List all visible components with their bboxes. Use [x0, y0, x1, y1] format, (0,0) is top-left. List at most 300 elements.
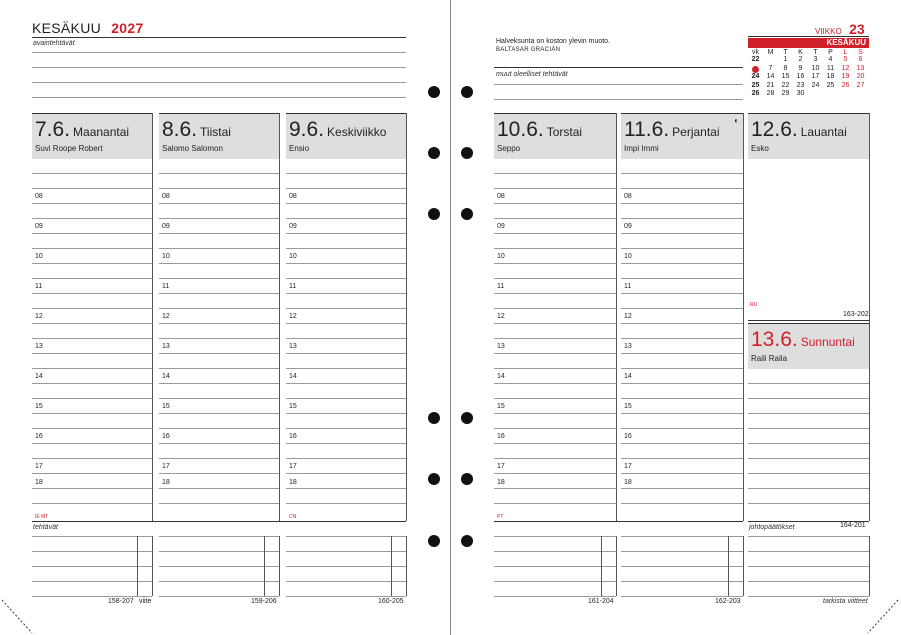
writing-line: [286, 458, 406, 459]
perforation-corner-left: [0, 598, 34, 635]
hour-label: 10: [289, 253, 297, 260]
hour-label: 09: [497, 223, 505, 230]
sunday-name: Sunnuntai: [800, 335, 855, 349]
writing-line: [32, 203, 152, 204]
name-day-names: Ensio: [289, 144, 310, 153]
writing-line: [32, 383, 152, 384]
sunday-writing-line: [748, 503, 869, 504]
mini-calendar-header: S: [858, 49, 863, 56]
page-reference: 161-204: [588, 598, 614, 605]
task-line: [159, 596, 279, 597]
mini-calendar-cell: 21: [766, 81, 775, 89]
writing-line: [621, 248, 743, 249]
task-line: [32, 566, 152, 567]
task-box-border: [406, 536, 407, 596]
writing-line: [159, 368, 279, 369]
saturday-name: Lauantai: [800, 125, 847, 139]
writing-line: [494, 428, 616, 429]
writing-line: [494, 503, 616, 504]
hour-label: 16: [289, 433, 297, 440]
writing-line: [159, 173, 279, 174]
name-day-names: Seppo: [497, 144, 521, 153]
binder-hole: [461, 473, 473, 485]
mini-calendar-cell: 28: [766, 90, 775, 97]
hour-label: 08: [497, 193, 505, 200]
writing-line: [286, 398, 406, 399]
decisions-ref: 164-201: [840, 522, 866, 529]
task-line: [286, 596, 406, 597]
writing-line: [494, 443, 616, 444]
hour-label: 14: [624, 373, 632, 380]
task-line: [621, 551, 743, 552]
writing-line: [32, 398, 152, 399]
day-header: [159, 113, 279, 159]
sunday-writing-line: [748, 488, 869, 489]
day-number: 11.6.: [624, 118, 670, 141]
key-task-line: [32, 82, 406, 83]
hour-label: 14: [289, 373, 297, 380]
mini-calendar-cell: 1: [783, 56, 788, 63]
right-tasks-rule: [494, 521, 743, 522]
mini-calendar-header: K: [798, 49, 803, 56]
task-check-border: [264, 536, 265, 596]
writing-line: [286, 293, 406, 294]
writing-line: [494, 173, 616, 174]
writing-line: [159, 428, 279, 429]
hour-label: 13: [497, 343, 505, 350]
writing-line: [494, 233, 616, 234]
writing-line: [286, 203, 406, 204]
writing-line: [494, 218, 616, 219]
hour-label: 16: [624, 433, 632, 440]
writing-line: [494, 413, 616, 414]
writing-line: [32, 443, 152, 444]
writing-line: [32, 173, 152, 174]
writing-line: [32, 188, 152, 189]
saturday-header: [748, 113, 869, 159]
mini-calendar-header: M: [767, 49, 774, 56]
writing-line: [286, 443, 406, 444]
writing-line: [494, 488, 616, 489]
page-reference: 159-206: [251, 598, 277, 605]
sunday-date: [751, 328, 855, 352]
holiday-flag: IE MT: [35, 514, 49, 520]
day-date: [624, 118, 720, 142]
day-header: [621, 113, 743, 159]
day-name: Perjantai: [672, 125, 720, 139]
page-reference: 158-207: [108, 598, 134, 605]
writing-line: [159, 233, 279, 234]
hour-label: 17: [289, 463, 297, 470]
writing-line: [159, 218, 279, 219]
hour-label: 12: [289, 313, 297, 320]
binder-hole: [461, 147, 473, 159]
hour-label: 12: [162, 313, 170, 320]
holiday-flag: PT: [497, 514, 504, 520]
writing-line: [621, 368, 743, 369]
task-line: [32, 551, 152, 552]
sunday-writing-line: [748, 383, 869, 384]
mini-calendar-cell: 14: [766, 73, 775, 80]
writing-line: [286, 173, 406, 174]
key-task-line: [32, 67, 406, 68]
task-line: [494, 551, 616, 552]
writing-line: [286, 278, 406, 279]
hour-label: 09: [35, 223, 43, 230]
writing-line: [159, 383, 279, 384]
day-date: [162, 118, 231, 142]
mini-calendar-cell: 22: [751, 56, 760, 63]
saturday-flag: RU: [750, 302, 758, 308]
year: 2027: [111, 20, 144, 36]
perforation-corner-right: [866, 598, 900, 635]
writing-line: [621, 398, 743, 399]
mini-calendar-cell: 24: [811, 81, 820, 89]
task-line: [494, 581, 616, 582]
sunday-names: Raili Raila: [751, 354, 788, 363]
writing-line: [621, 428, 743, 429]
sunday-writing-line: [748, 413, 869, 414]
hour-label: 18: [35, 479, 43, 486]
decision-line: [748, 536, 869, 537]
task-line: [286, 551, 406, 552]
mini-calendar-cell: 15: [781, 73, 790, 80]
writing-line: [494, 473, 616, 474]
quote-rule: [494, 67, 743, 68]
task-line: [621, 596, 743, 597]
binder-hole: [428, 473, 440, 485]
writing-line: [286, 218, 406, 219]
mini-calendar-cell: 27: [856, 81, 865, 89]
mini-calendar-cell: 25: [826, 81, 835, 89]
task-line: [494, 536, 616, 537]
decision-line: [748, 581, 869, 582]
hour-label: 18: [289, 479, 297, 486]
hour-label: 10: [497, 253, 505, 260]
task-line: [621, 536, 743, 537]
mini-calendar-cell: 26: [751, 90, 760, 97]
writing-line: [286, 263, 406, 264]
hour-label: 16: [497, 433, 505, 440]
writing-line: [32, 458, 152, 459]
sunday-writing-line: [748, 443, 869, 444]
task-line: [494, 566, 616, 567]
writing-line: [621, 473, 743, 474]
sunday-writing-line: [748, 428, 869, 429]
name-day-names: Salomo Salomon: [162, 144, 223, 153]
mini-calendar-cell: 16: [796, 73, 805, 80]
writing-line: [32, 413, 152, 414]
writing-line: [494, 278, 616, 279]
writing-line: [494, 338, 616, 339]
hour-label: 14: [497, 373, 505, 380]
task-line: [159, 551, 279, 552]
writing-line: [621, 203, 743, 204]
tasks-rule: [32, 521, 406, 522]
binder-hole: [461, 86, 473, 98]
writing-line: [32, 248, 152, 249]
writing-line: [621, 458, 743, 459]
writing-line: [286, 473, 406, 474]
mini-calendar-cell: 8: [783, 64, 788, 72]
writing-line: [32, 428, 152, 429]
hour-label: 17: [497, 463, 505, 470]
writing-line: [159, 293, 279, 294]
sunday-writing-line: [748, 458, 869, 459]
writing-line: [621, 488, 743, 489]
hour-label: 13: [35, 343, 43, 350]
name-day-names: Suvi Roope Robert: [35, 144, 103, 153]
task-line: [621, 566, 743, 567]
mini-calendar-cell: 30: [796, 90, 805, 97]
writing-line: [286, 368, 406, 369]
saturday-number: 12.6.: [751, 118, 798, 141]
other-tasks-label: muut oleelliset tehtävät: [496, 71, 568, 78]
mini-calendar-cell: 26: [841, 81, 850, 89]
day-number: 9.6.: [289, 118, 325, 141]
hour-label: 14: [162, 373, 170, 380]
writing-line: [621, 383, 743, 384]
mini-calendar-header: P: [828, 49, 833, 56]
mini-calendar-month: KESÄKUU: [748, 38, 869, 48]
writing-line: [32, 368, 152, 369]
writing-line: [159, 323, 279, 324]
writing-line: [621, 188, 743, 189]
month-title: KESÄKUU: [32, 20, 102, 36]
saturday-page-ref: 163-202: [843, 311, 869, 318]
other-task-line: [494, 99, 743, 100]
binder-hole: [461, 412, 473, 424]
day-date: [289, 118, 386, 142]
day-name: Keskiviikko: [327, 125, 387, 139]
week-label: VIIKKO: [815, 27, 842, 36]
writing-line: [621, 338, 743, 339]
hour-label: 12: [497, 313, 505, 320]
writing-line: [494, 308, 616, 309]
page-reference: 162-203: [715, 598, 741, 605]
key-tasks-label: avaintehtävät: [33, 40, 75, 47]
hour-label: 09: [162, 223, 170, 230]
hour-label: 15: [162, 403, 170, 410]
weekend-right-border: [869, 113, 870, 521]
week-number: 23: [849, 21, 865, 37]
writing-line: [159, 203, 279, 204]
binder-hole: [461, 208, 473, 220]
mini-calendar-header: L: [843, 49, 848, 56]
writing-line: [621, 263, 743, 264]
day-name: Maanantai: [73, 125, 130, 139]
mini-calendar-header: T: [813, 49, 818, 56]
writing-line: [32, 503, 152, 504]
hour-label: 18: [497, 479, 505, 486]
hour-label: 12: [35, 313, 43, 320]
quote: Halveksunta on koston ylevin muoto.: [496, 38, 611, 45]
hour-label: 08: [624, 193, 632, 200]
sunday-writing-line: [748, 473, 869, 474]
writing-line: [159, 278, 279, 279]
mini-calendar-cell: 11: [826, 64, 835, 72]
hour-label: 11: [162, 283, 170, 290]
binder-hole: [428, 535, 440, 547]
hour-label: 17: [35, 463, 43, 470]
sunday-number: 13.6.: [751, 328, 798, 351]
binder-hole: [428, 147, 440, 159]
mini-calendar-cell: 12: [841, 64, 850, 72]
decision-line: [748, 551, 869, 552]
day-name: Tiistai: [200, 125, 231, 139]
mini-calendar-cell: 7: [768, 64, 773, 72]
writing-line: [621, 353, 743, 354]
task-line: [159, 566, 279, 567]
mini-calendar-cell: 29: [781, 90, 790, 97]
hour-label: 15: [35, 403, 43, 410]
writing-line: [286, 323, 406, 324]
hour-label: 15: [289, 403, 297, 410]
hour-label: 18: [162, 479, 170, 486]
current-week-marker: [752, 66, 759, 73]
saturday-date: [751, 118, 847, 142]
writing-line: [286, 353, 406, 354]
writing-line: [286, 488, 406, 489]
hour-label: 15: [624, 403, 632, 410]
writing-line: [159, 353, 279, 354]
writing-line: [621, 443, 743, 444]
writing-line: [159, 458, 279, 459]
page-divider: [450, 0, 451, 635]
page-reference: 160-205: [378, 598, 404, 605]
mini-calendar-cell: 2: [798, 56, 803, 63]
writing-line: [159, 308, 279, 309]
writing-line: [621, 293, 743, 294]
writing-line: [494, 368, 616, 369]
binder-hole: [428, 412, 440, 424]
writing-line: [286, 383, 406, 384]
hour-label: 10: [624, 253, 632, 260]
mini-calendar-cell: 18: [826, 73, 835, 80]
moon-phase-icon: ◐: [734, 116, 739, 125]
decisions-box-border: [869, 536, 870, 596]
writing-line: [286, 248, 406, 249]
column-border: [279, 113, 280, 521]
mini-calendar-cell: 9: [798, 64, 803, 72]
hour-label: 13: [624, 343, 632, 350]
day-date: [497, 118, 582, 142]
task-box-border: [616, 536, 617, 596]
writing-line: [494, 353, 616, 354]
writing-line: [494, 383, 616, 384]
writing-line: [159, 263, 279, 264]
left-footer-label: viite: [139, 598, 152, 605]
key-task-line: [32, 52, 406, 53]
mini-calendar-cell: 25: [751, 81, 760, 89]
writing-line: [286, 188, 406, 189]
writing-line: [494, 188, 616, 189]
binder-hole: [428, 208, 440, 220]
writing-line: [494, 458, 616, 459]
mini-calendar-header: vk: [752, 49, 759, 56]
writing-line: [621, 503, 743, 504]
sunday-writing-line: [748, 398, 869, 399]
writing-line: [159, 443, 279, 444]
writing-line: [32, 323, 152, 324]
mini-calendar-cell: 19: [841, 73, 850, 80]
task-line: [494, 596, 616, 597]
hour-label: 14: [35, 373, 43, 380]
holiday-flag: CN: [289, 514, 297, 520]
writing-line: [621, 308, 743, 309]
mini-calendar-cell: 4: [828, 56, 833, 63]
hour-label: 16: [35, 433, 43, 440]
writing-line: [159, 338, 279, 339]
mini-calendar-cell: 5: [843, 56, 848, 63]
name-day-names: Impi Immi: [624, 144, 659, 153]
mini-calendar: [748, 38, 869, 104]
writing-line: [286, 413, 406, 414]
hour-label: 08: [35, 193, 43, 200]
check-refs-label: tarkista viitteet: [823, 598, 868, 605]
hour-label: 17: [162, 463, 170, 470]
column-border: [406, 113, 407, 521]
decisions-label: johtopäätökset: [749, 524, 795, 531]
key-task-line: [32, 97, 406, 98]
writing-line: [494, 203, 616, 204]
writing-line: [621, 278, 743, 279]
writing-line: [494, 293, 616, 294]
task-line: [32, 596, 152, 597]
day-header: [32, 113, 152, 159]
mini-calendar-cell: 6: [858, 56, 863, 63]
task-line: [621, 581, 743, 582]
writing-line: [32, 263, 152, 264]
writing-line: [32, 293, 152, 294]
day-date: [35, 118, 129, 142]
hour-label: 08: [289, 193, 297, 200]
hour-label: 11: [289, 283, 297, 290]
header-rule: [32, 37, 406, 38]
column-border: [743, 113, 744, 521]
mini-calendar-cell: 17: [811, 73, 820, 80]
binder-hole: [461, 535, 473, 547]
task-line: [286, 581, 406, 582]
saturday-names: Esko: [751, 144, 769, 153]
writing-line: [159, 473, 279, 474]
hour-label: 11: [35, 283, 43, 290]
mini-calendar-cell: 22: [781, 81, 790, 89]
hour-label: 12: [624, 313, 632, 320]
hour-label: 09: [624, 223, 632, 230]
task-box-border: [279, 536, 280, 596]
writing-line: [621, 218, 743, 219]
quote-author: BALTASAR GRACIÁN: [496, 47, 561, 53]
mini-calendar-cell: 20: [856, 73, 865, 80]
week-rule: [748, 36, 869, 37]
task-check-border: [601, 536, 602, 596]
task-line: [159, 581, 279, 582]
column-border: [152, 113, 153, 521]
writing-line: [621, 413, 743, 414]
writing-line: [286, 338, 406, 339]
writing-line: [32, 488, 152, 489]
hour-label: 18: [624, 479, 632, 486]
decision-line: [748, 596, 869, 597]
writing-line: [159, 413, 279, 414]
writing-line: [159, 188, 279, 189]
writing-line: [621, 173, 743, 174]
writing-line: [159, 248, 279, 249]
hour-label: 11: [497, 283, 505, 290]
task-line: [286, 536, 406, 537]
saturday-end-rule: [748, 320, 869, 321]
